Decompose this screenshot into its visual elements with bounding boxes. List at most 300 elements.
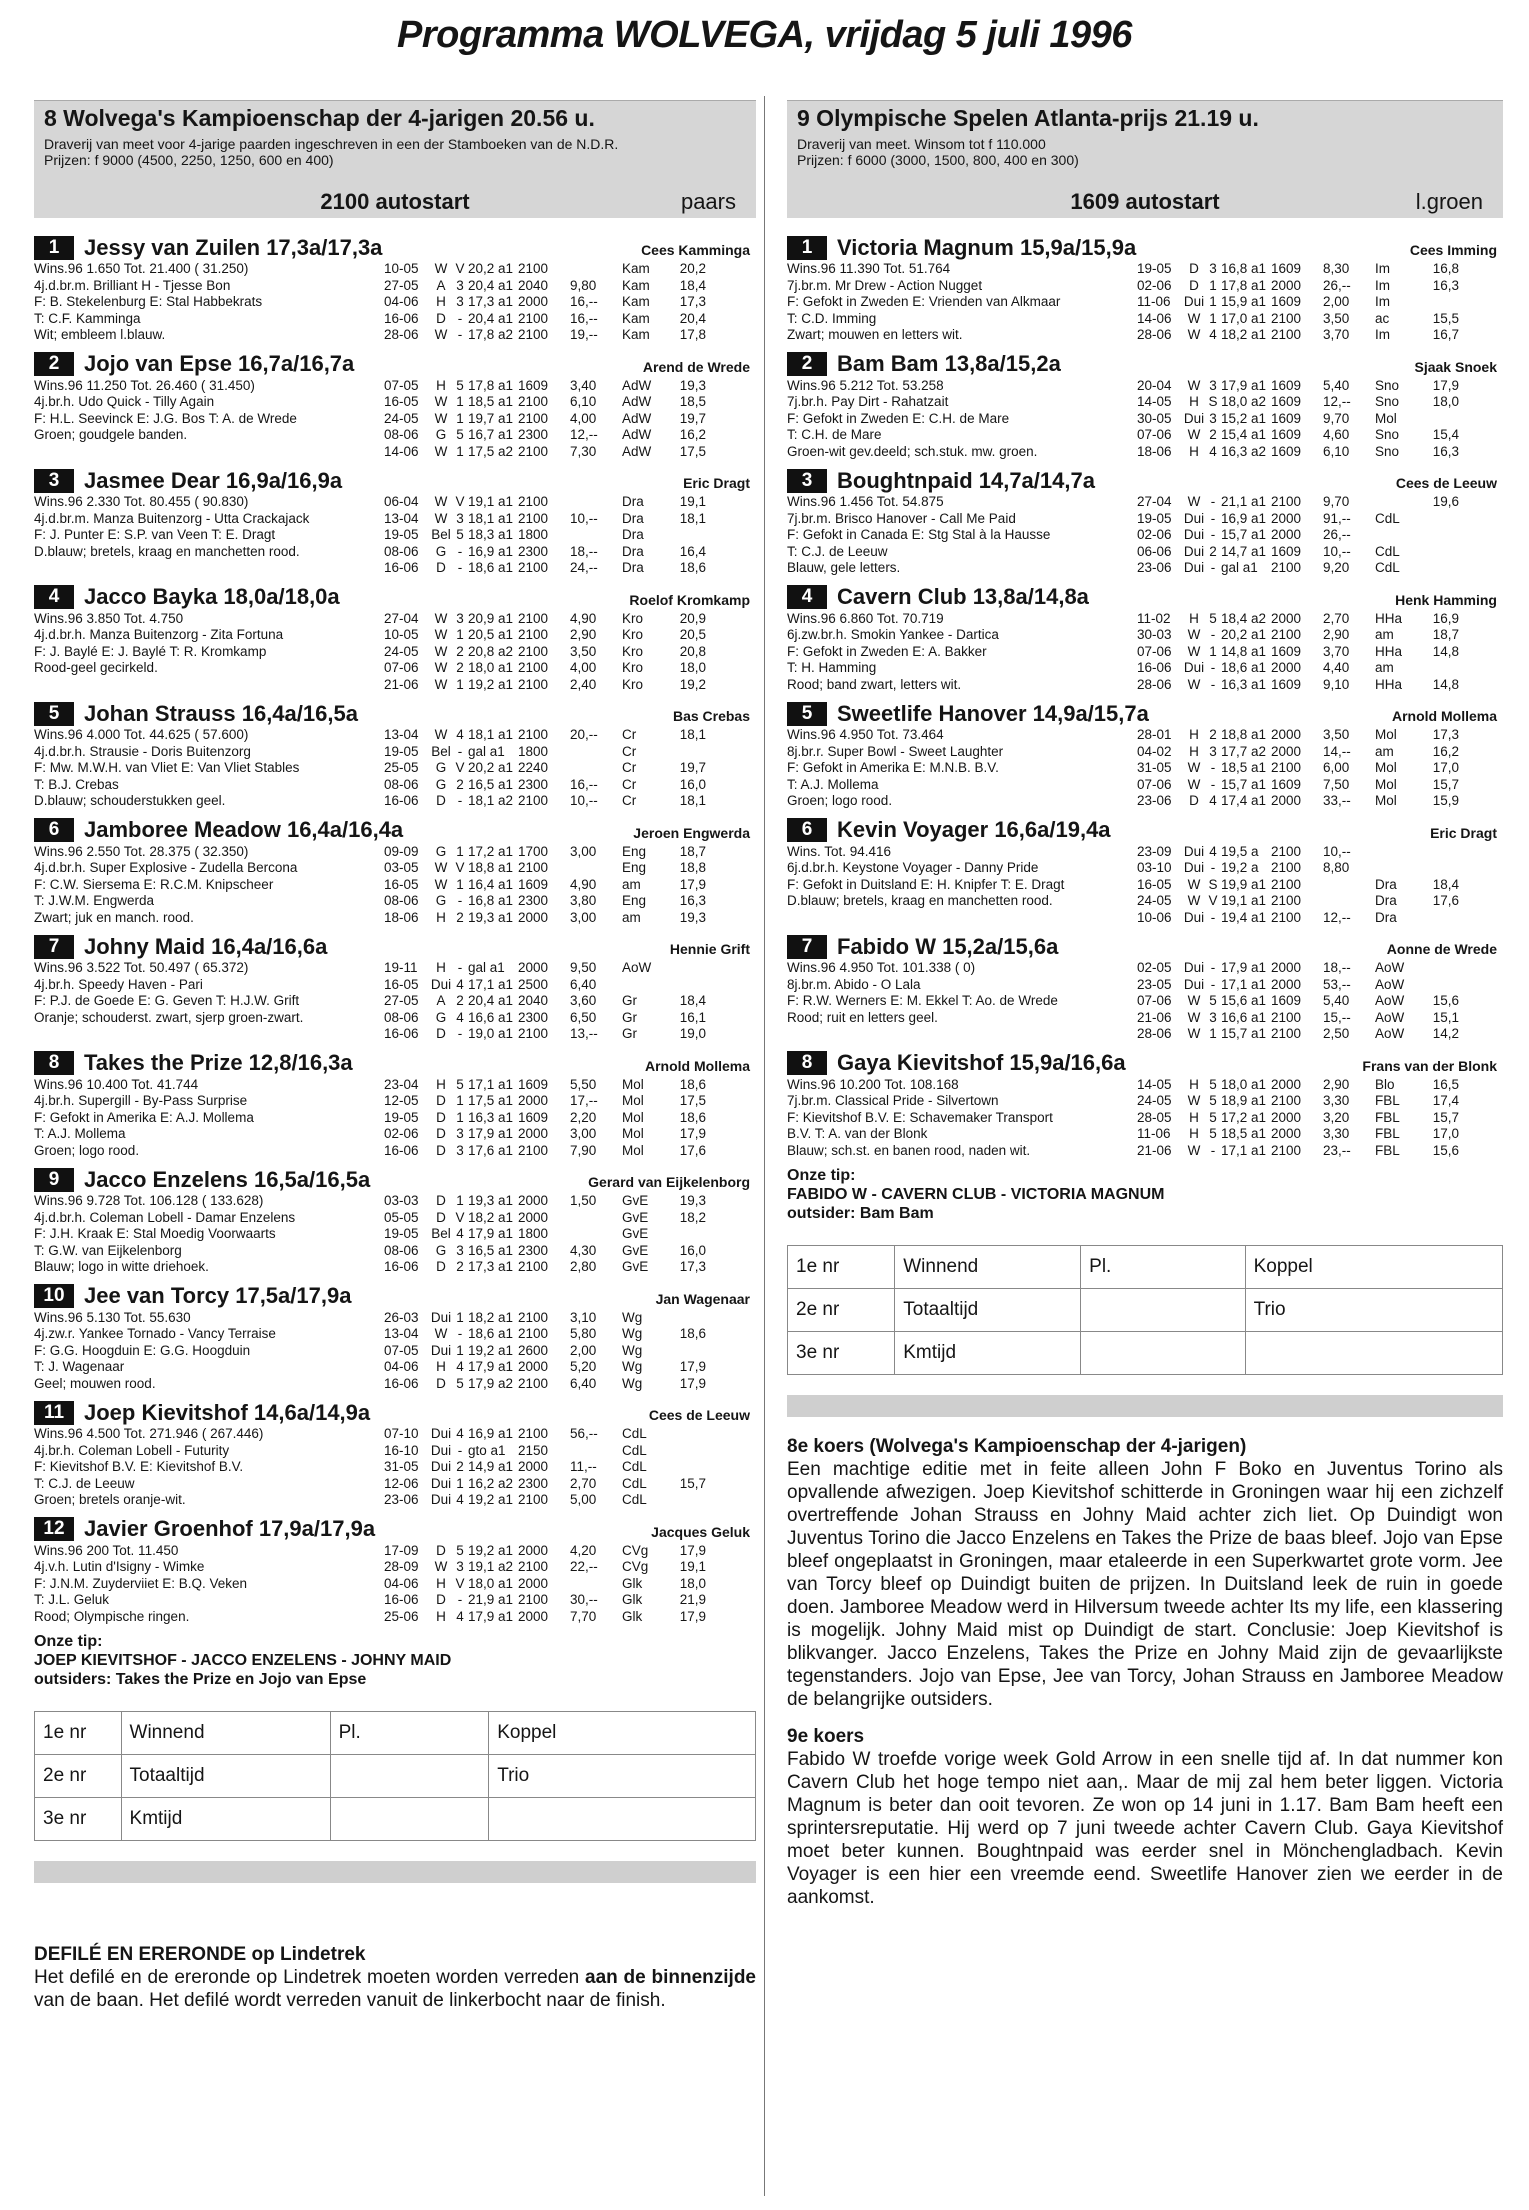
result-cell: 15,7 a1 (1221, 776, 1267, 792)
result-cell (1419, 844, 1459, 861)
result-cell: 17,9 (679, 876, 706, 892)
result-cell: 21-06 (1137, 1009, 1172, 1025)
result-cell: 15,4 a1 (1221, 427, 1267, 442)
race-distance: 1609 autostart (1070, 189, 1220, 214)
result-cell: H (1189, 610, 1199, 626)
result-cell: W (434, 261, 448, 276)
result-cell: 19,3 a1 (468, 1193, 514, 1208)
tip-label: Onze tip: (787, 1167, 856, 1184)
result-cell: 17,9 (679, 1126, 706, 1141)
result-cell: 18,0 a2 (1221, 394, 1267, 409)
result-cell: 18,-- (570, 543, 598, 559)
result-cell: Dra (622, 543, 644, 559)
result-cell: 2100 (518, 443, 549, 459)
result-cell: 2100 (518, 727, 549, 742)
result-cell: 15,-- (1323, 1009, 1351, 1025)
bet-cell[interactable]: Koppel (1245, 1246, 1502, 1289)
horse-number: 2 (787, 352, 827, 376)
result-cell: 17,5 (679, 443, 706, 459)
bet-cell[interactable]: Trio (1245, 1289, 1502, 1332)
defile-section (34, 1943, 756, 2012)
bet-cell[interactable]: 1e nr (788, 1246, 895, 1289)
result-cell: 16-05 (384, 976, 419, 992)
result-cell: 5 (1209, 1076, 1217, 1092)
result-cell: 3 (456, 1142, 464, 1158)
horse-name: Johny Maid 16,4a/16,6a (84, 933, 328, 959)
horse-info-line: Groen; logo rood. (34, 1142, 140, 1158)
result-cell: - (457, 893, 463, 908)
result-row (384, 1126, 756, 1143)
result-row (384, 327, 756, 344)
result-cell: 18,2 a1 (468, 1309, 514, 1325)
result-row (384, 844, 756, 861)
result-row (384, 1310, 756, 1327)
result-cell: 5,40 (1323, 377, 1350, 393)
result-cell: 17,6 (1432, 893, 1459, 908)
horse-info-line: 4j.d.br.h. Coleman Lobell - Damar Enzelens (34, 1209, 296, 1225)
horse-info (787, 261, 1137, 344)
result-cell: 2100 (518, 261, 549, 276)
result-cell: 1609 (1271, 261, 1302, 276)
result-cell: 2000 (1271, 510, 1302, 526)
result-cell: 16,9 a1 (468, 543, 514, 559)
result-cell (666, 1343, 706, 1360)
result-cell: 2000 (1271, 727, 1302, 742)
result-cell: Bel (431, 743, 451, 759)
result-cell: 03-10 (1137, 860, 1172, 875)
horse-info-line: T: C.H. de Mare (787, 427, 882, 442)
result-cell: - (1210, 760, 1216, 775)
horse-info-line: F: R.W. Werners E: M. Ekkel T: Ao. de Wrede (787, 993, 1058, 1008)
horse-driver: Gerard van Eijkelenborg (588, 1174, 750, 1190)
result-cell: am (622, 876, 641, 892)
horse-entry (34, 933, 756, 1043)
result-cell: Dra (622, 560, 644, 575)
result-cell: S (1208, 876, 1218, 892)
horse-number: 8 (787, 1051, 827, 1075)
race-title: 9 Olympische Spelen Atlanta-prijs 21.19 u. (797, 105, 1259, 131)
result-cell: D (436, 1375, 446, 1391)
result-cell: Cr (622, 760, 637, 775)
result-cell: W (1187, 993, 1201, 1008)
horse-info-line: Wins.96 10.200 Tot. 108.168 (787, 1076, 959, 1092)
horse-header (787, 933, 1503, 960)
horse-number: 1 (34, 236, 74, 260)
result-cell: 3,60 (570, 993, 597, 1008)
bet-cell[interactable]: Koppel (489, 1712, 756, 1755)
result-cell: GvE (622, 1242, 649, 1258)
result-row (1137, 1143, 1503, 1160)
result-cell (570, 1576, 622, 1593)
result-cell: 2100 (518, 560, 549, 575)
result-cell: 16,5 (1432, 1076, 1459, 1092)
result-cell: 19-05 (384, 1226, 419, 1241)
result-cell: D (436, 1142, 446, 1158)
horse-driver: Bas Crebas (672, 708, 750, 724)
horse-info (34, 844, 384, 927)
result-cell: H (1189, 727, 1199, 742)
horse-driver: Cees Kamminga (641, 242, 750, 258)
horse-info-line: 6j.zw.br.h. Smokin Yankee - Dartica (787, 627, 999, 642)
result-cell: 2300 (518, 543, 549, 559)
result-cell: 15,4 (1432, 427, 1459, 442)
result-cell: 18,2 a1 (1221, 327, 1267, 342)
tip-block (34, 1632, 756, 1689)
result-cell: 11-06 (1137, 1126, 1171, 1141)
defile-text-bold: aan de binnenzijde (585, 1967, 756, 1988)
result-cell: 19,7 a1 (468, 410, 514, 426)
result-cell: 2100 (518, 643, 549, 659)
result-row (1137, 893, 1503, 910)
result-cell: Kam (622, 310, 650, 326)
result-cell: 18,5 a1 (1221, 1126, 1267, 1141)
result-cell: 28-06 (1137, 1026, 1172, 1041)
result-cell: 23-06 (384, 1492, 419, 1507)
bet-cell[interactable] (1081, 1332, 1245, 1375)
horse-info-line: T: A.J. Mollema (34, 1126, 126, 1141)
result-cell: Im (1375, 327, 1390, 342)
result-cell: Dui (430, 1442, 452, 1458)
result-cell: 6,10 (1323, 443, 1350, 459)
result-cell: 19,2 a1 (468, 1492, 514, 1507)
result-cell: 1 (456, 676, 464, 692)
bet-cell[interactable]: 1e nr (35, 1712, 122, 1755)
result-cell: 2000 (518, 1359, 549, 1374)
horse-name: Kevin Voyager 16,6a/19,4a (837, 817, 1111, 842)
result-cell: 4,90 (570, 610, 597, 626)
horse-header (34, 467, 756, 494)
horse-driver: Arnold Mollema (644, 1057, 750, 1074)
result-cell: 31-05 (1137, 760, 1172, 775)
result-cell: G (435, 893, 447, 908)
result-cell: 17,6 (679, 1142, 706, 1158)
result-cell: 19,2 a (1221, 860, 1259, 875)
horse-list (34, 234, 756, 1625)
result-cell: 19,2 a1 (468, 1542, 514, 1558)
result-cell: 4 (456, 727, 464, 742)
result-cell: 2 (1209, 427, 1217, 442)
horse-info-line: Zwart; mouwen en letters wit. (787, 327, 963, 342)
result-row (384, 1210, 756, 1227)
bet-cell[interactable]: Kmtijd (121, 1798, 330, 1841)
horse-number: 12 (34, 1517, 74, 1541)
horse-info-line: 4j.d.br.m. Manza Buitenzorg - Utta Crackajack (34, 510, 310, 526)
result-cell: gal a1 (468, 960, 505, 975)
result-cell: 2100 (518, 410, 549, 426)
result-cell: 2000 (518, 294, 549, 309)
result-cell: 26,-- (1323, 527, 1351, 542)
result-cell: 2100 (518, 793, 549, 808)
result-row (384, 1376, 756, 1393)
result-cell (666, 527, 706, 544)
result-cell: 20,4 (679, 310, 706, 326)
result-cell: 15,7 (1432, 776, 1459, 792)
result-row (1137, 644, 1503, 661)
result-cell: Wg (622, 1359, 643, 1374)
result-cell: 17,9 (679, 1375, 706, 1391)
race-distance: 2100 autostart (320, 189, 470, 214)
result-row (1137, 1093, 1503, 1110)
horse-info (34, 494, 384, 577)
result-cell: 2100 (518, 394, 549, 409)
result-cell: CdL (622, 1459, 647, 1474)
result-cell: Dra (622, 510, 644, 526)
bet-cell[interactable]: Winnend (895, 1246, 1081, 1289)
result-cell: 04-06 (384, 1575, 419, 1591)
result-cell: AdW (622, 377, 652, 393)
result-cell: am (622, 909, 641, 925)
result-cell: Mol (622, 1093, 644, 1108)
result-cell: 2 (456, 643, 464, 659)
result-cell (570, 744, 622, 761)
result-cell: 1 (456, 394, 464, 409)
result-cell: 1 (456, 843, 464, 859)
result-cell: W (1187, 643, 1201, 659)
result-cell: 2000 (1271, 527, 1302, 542)
result-row (384, 860, 756, 877)
result-cell: 20,5 a1 (468, 627, 514, 642)
result-cell: D (436, 1109, 446, 1125)
commentary-title: 8e koers (Wolvega's Kampioenschap der 4-jarigen) (787, 1436, 1247, 1457)
bet-cell[interactable]: 2e nr (35, 1755, 122, 1798)
result-cell: 4,00 (570, 660, 597, 675)
horse-info (787, 1077, 1137, 1160)
bet-cell[interactable]: Winnend (121, 1712, 330, 1755)
horse-entry (787, 817, 1503, 927)
result-row (384, 1559, 756, 1576)
result-cell: 08-06 (384, 1242, 419, 1258)
horse-info (34, 1193, 384, 1276)
bet-cell[interactable] (1245, 1332, 1502, 1375)
result-row (384, 544, 756, 561)
horse-info-line: 4j.zw.r. Yankee Tornado - Vancy Terraise (34, 1326, 276, 1341)
result-cell (666, 1226, 706, 1243)
result-cell: 20,5 (679, 627, 706, 642)
result-cell: W (434, 494, 448, 509)
bet-cell[interactable]: Trio (489, 1755, 756, 1798)
result-row (384, 1259, 756, 1276)
result-cell (1419, 860, 1459, 877)
bet-cell[interactable]: Kmtijd (895, 1332, 1081, 1375)
result-cell: - (457, 1026, 463, 1041)
result-cell: 6,00 (1323, 760, 1350, 775)
horse-info-line: T: J.W.M. Engwerda (34, 893, 155, 908)
result-cell: 16-06 (384, 1592, 419, 1607)
result-cell: D (436, 1542, 446, 1558)
result-cell: 11-02 (1137, 610, 1171, 626)
result-cell: 18,6 (679, 1109, 706, 1125)
result-cell: 27-05 (384, 277, 419, 293)
horse-number: 9 (34, 1168, 74, 1192)
result-cell: 13-04 (384, 1326, 419, 1341)
horse-driver: Aonne de Wrede (1386, 941, 1497, 957)
bet-cell[interactable]: Totaaltijd (895, 1289, 1081, 1332)
result-cell: - (1210, 860, 1216, 875)
result-row (1137, 744, 1503, 761)
result-cell: gal a1 (468, 743, 505, 759)
result-cell: Wg (622, 1309, 643, 1325)
result-cell: 18,1 (679, 793, 706, 808)
horse-info-line: Blauw, gele letters. (787, 560, 901, 575)
horse-results (1137, 727, 1503, 810)
result-cell: Dra (1375, 893, 1397, 908)
result-cell: 16,8 a1 (1221, 261, 1267, 276)
horse-info-line: Wins.96 5.212 Tot. 53.258 (787, 377, 944, 393)
horse-results (384, 494, 756, 577)
bet-cell[interactable]: Pl. (1081, 1246, 1245, 1289)
result-cell: Cr (622, 743, 637, 759)
horse-info-line: Wins.96 1.650 Tot. 21.400 ( 31.250) (34, 261, 249, 276)
race-conditions: Draverij van meet. Winsom tot f 110.000 (797, 136, 1046, 152)
result-cell (666, 1310, 706, 1327)
commentary-text: Fabido W troefde vorige week Gold Arrow in een snelle tijd af. In dat nummer kon Cavern Club het hoge tempo niet aan,. Maar de mij zal hem beter liggen. Victoria Magnum is beter dan ooit tevoren. Ze won op 14 juni in 1.17. Bam Bam heeft een sprintersreputatie. Hij werd op 7 juni tweede achter Cavern Club. Gaya Kievitshof moet beter kunnen. Boughtnpaid was eerder snel in Mönchengladbach. Kevin Voyager is een hier een vreemde eend. Sweetlife Hanover zien we eerder in de aankomst. (787, 1749, 1503, 1908)
bet-cell[interactable]: Pl. (330, 1712, 489, 1755)
result-cell: 08-06 (384, 776, 419, 792)
horse-number: 5 (34, 702, 74, 726)
result-cell: H (1189, 1109, 1199, 1125)
result-row (1137, 1126, 1503, 1143)
result-cell: Kam (622, 277, 650, 293)
result-cell: 17,9 a1 (1221, 960, 1267, 975)
result-row (384, 444, 756, 461)
bet-cell[interactable]: 3e nr (35, 1798, 122, 1841)
result-cell: 23-06 (1137, 560, 1172, 575)
result-cell: 16,3 a2 (1221, 443, 1267, 459)
bet-cell[interactable]: 2e nr (788, 1289, 895, 1332)
result-cell: 11,-- (570, 1459, 597, 1474)
result-cell: 16,3 (1432, 443, 1459, 459)
result-cell: 2100 (518, 610, 549, 626)
result-cell: 07-05 (384, 377, 419, 393)
tip-label: Onze tip: (34, 1633, 103, 1650)
horse-name: Jasmee Dear 16,9a/16,9a (84, 467, 343, 493)
result-cell: 16,2 (679, 427, 706, 442)
result-cell: 14-05 (1137, 1076, 1172, 1092)
horse-info-line: 6j.d.br.h. Keystone Voyager - Danny Pride (787, 860, 1039, 875)
horse-header (34, 1283, 756, 1310)
horse-header (34, 817, 756, 844)
horse-number: 4 (787, 585, 827, 609)
result-cell: ac (1375, 310, 1390, 326)
result-cell: Bel (431, 527, 451, 542)
bet-form (34, 1711, 756, 1841)
result-cell: 1 (1209, 294, 1217, 309)
result-cell: Dui (430, 1492, 452, 1507)
result-cell: 17,1 a1 (1221, 1142, 1267, 1158)
bet-cell[interactable]: Totaaltijd (121, 1755, 330, 1798)
result-cell: 2,40 (570, 676, 597, 692)
bet-cell[interactable]: 3e nr (788, 1332, 895, 1375)
result-cell: 02-06 (1137, 277, 1172, 293)
result-cell: 12,-- (1323, 909, 1351, 925)
result-cell (1419, 910, 1459, 927)
result-cell: 17,9 a1 (468, 1126, 514, 1141)
bet-form (787, 1245, 1503, 1375)
result-row (384, 1459, 756, 1476)
horse-results (1137, 844, 1503, 927)
result-cell: 26,-- (1323, 277, 1351, 293)
result-cell: Dui (1183, 860, 1205, 875)
horse-info-line: Wins.96 5.130 Tot. 55.630 (34, 1309, 191, 1325)
result-cell: W (1187, 1026, 1201, 1041)
result-cell: 30-03 (1137, 627, 1172, 642)
result-cell: 2100 (1271, 860, 1302, 875)
result-cell (666, 977, 706, 994)
result-cell: 24-05 (384, 643, 419, 659)
result-cell: 2100 (1271, 760, 1302, 775)
result-cell: 2100 (1271, 1026, 1302, 1041)
defile-text (34, 1966, 756, 2012)
result-cell: Dui (1183, 410, 1205, 426)
result-cell: 3,30 (1323, 1126, 1350, 1141)
result-cell: 2100 (1271, 627, 1302, 642)
result-cell: Cr (622, 776, 637, 792)
horse-driver: Cees de Leeuw (1395, 475, 1497, 491)
horse-info-line: F: Gefokt in Amerika E: M.N.B. B.V. (787, 760, 999, 775)
result-cell: 03-05 (384, 860, 419, 875)
horse-number: 11 (34, 1401, 74, 1425)
commentary-title: 9e koers (787, 1726, 865, 1747)
result-cell: 19-05 (1137, 510, 1172, 526)
result-cell: - (1210, 510, 1216, 526)
horse-name: Jamboree Meadow 16,4a/16,4a (84, 817, 404, 842)
result-cell: 4 (456, 1492, 464, 1507)
horse-entry (34, 700, 756, 810)
result-cell: 08-06 (384, 1009, 419, 1025)
result-cell: 2000 (1271, 1109, 1302, 1125)
bet-cell[interactable] (489, 1798, 756, 1841)
result-cell: 4,20 (570, 1542, 597, 1558)
result-cell: AdW (622, 394, 652, 409)
horse-info-line: 4j.br.h. Speedy Haven - Pari (34, 976, 203, 992)
result-cell: 1,50 (570, 1193, 597, 1208)
result-cell: 18,5 (679, 394, 706, 409)
result-cell: 16-06 (384, 793, 419, 808)
bet-cell[interactable] (330, 1798, 489, 1841)
result-cell: 16,3 (679, 893, 706, 908)
horse-name: Jojo van Epse 16,7a/16,7a (84, 351, 355, 376)
horse-name: Javier Groenhof 17,9a/17,9a (84, 1516, 376, 1541)
result-cell: 04-06 (384, 294, 419, 309)
tip-outsiders: outsider: Bam Bam (787, 1205, 934, 1222)
result-cell: W (1187, 1142, 1201, 1158)
result-cell: 17,9 (679, 1542, 706, 1558)
bet-cell[interactable] (330, 1755, 489, 1798)
result-cell: G (435, 776, 447, 792)
result-cell: 18,1 (679, 510, 706, 526)
horse-name: Jacco Bayka 18,0a/18,0a (84, 584, 340, 609)
result-cell: 18,5 a1 (468, 394, 514, 409)
horse-info-line: T: G.W. van Eijkelenborg (34, 1242, 182, 1258)
horse-info-line: Wins.96 11.390 Tot. 51.764 (787, 261, 951, 276)
result-cell: 08-06 (384, 427, 419, 442)
race-header (787, 100, 1503, 218)
result-row (1137, 777, 1503, 794)
result-cell: - (1210, 527, 1216, 542)
result-cell: 3 (456, 510, 464, 526)
result-cell: Blo (1375, 1076, 1395, 1092)
result-cell (1375, 527, 1419, 544)
result-cell: 17,9 a1 (468, 1359, 514, 1374)
horse-info (34, 611, 384, 694)
horse-info-line: Wins.96 4.000 Tot. 44.625 ( 57.600) (34, 727, 249, 742)
result-cell: - (457, 560, 463, 575)
result-cell: 2300 (518, 427, 549, 442)
result-cell: AoW (1375, 960, 1405, 975)
result-row (384, 877, 756, 894)
result-row (384, 760, 756, 777)
bet-cell[interactable] (1081, 1289, 1245, 1332)
